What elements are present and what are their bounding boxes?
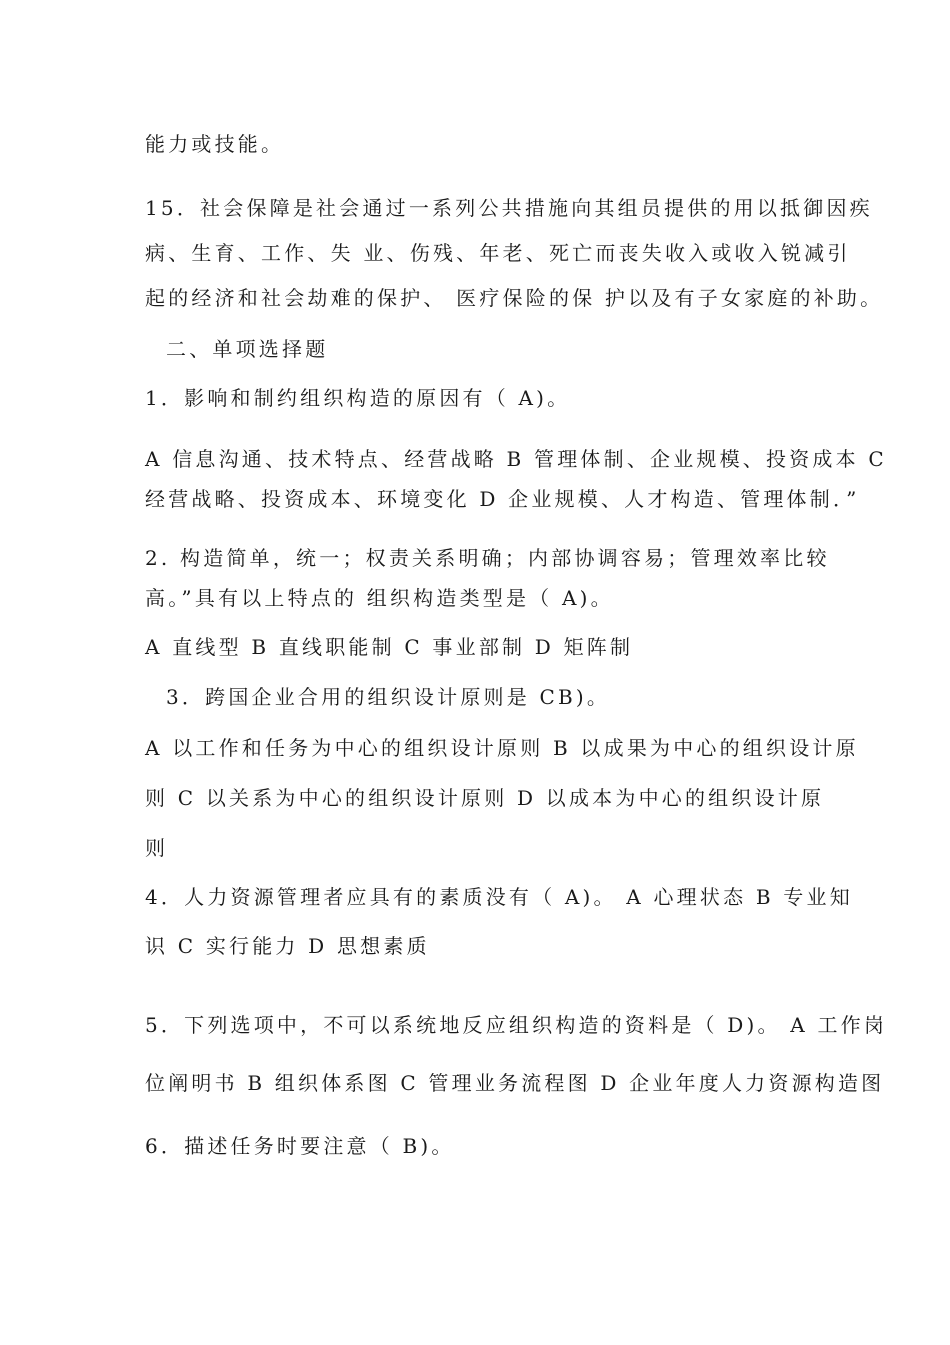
text-line: 能力或技能。	[145, 132, 285, 156]
section-heading: 二、单项选择题	[166, 337, 329, 361]
question-line: 6．描述任务时要注意（ B)。	[145, 1134, 455, 1158]
option-line: A 信息沟通、技术特点、经营战略 B 管理体制、企业规模、投资成本 C	[145, 447, 887, 471]
option-line: A 以工作和任务为中心的组织设计原则 B 以成果为中心的组织设计原	[145, 736, 859, 760]
question-line: 3．跨国企业合用的组织设计原则是 CB)。	[166, 685, 611, 709]
question-line: 1．影响和制约组织构造的原因有（ A)。	[145, 386, 571, 410]
text-line: 15．社会保障是社会通过一系列公共措施向其组员提供的用以抵御因疾	[145, 196, 873, 220]
option-line: 识 C 实行能力 D 思想素质	[145, 934, 430, 958]
option-line: 则	[145, 836, 169, 860]
text-line: 病、生育、工作、失 业、伤残、年老、死亡而丧失收入或收入锐减引	[145, 241, 851, 265]
question-line: 5．下列选项中，不可以系统地反应组织构造的资料是（ D)。 A 工作岗	[145, 1013, 888, 1037]
option-line: A 直线型 B 直线职能制 C 事业部制 D 矩阵制	[145, 635, 634, 659]
option-line: 则 C 以关系为中心的组织设计原则 D 以成本为中心的组织设计原	[145, 786, 825, 810]
text-line: 起的经济和社会劫难的保护、 医疗保险的保 护以及有子女家庭的补助。	[145, 286, 884, 310]
question-line: 4．人力资源管理者应具有的素质没有（ A)。 A 心理状态 B 专业知	[145, 885, 853, 909]
option-line: 经营战略、投资成本、环境变化 D 企业规模、人才构造、管理体制．”	[145, 487, 860, 511]
question-line: 2. 构造简单，统一；权责关系明确；内部协调容易；管理效率比较	[145, 546, 830, 570]
question-line: 高。”具有以上特点的 组织构造类型是（ A)。	[145, 586, 614, 610]
option-line: 位阐明书 B 组织体系图 C 管理业务流程图 D 企业年度人力资源构造图	[145, 1071, 885, 1095]
